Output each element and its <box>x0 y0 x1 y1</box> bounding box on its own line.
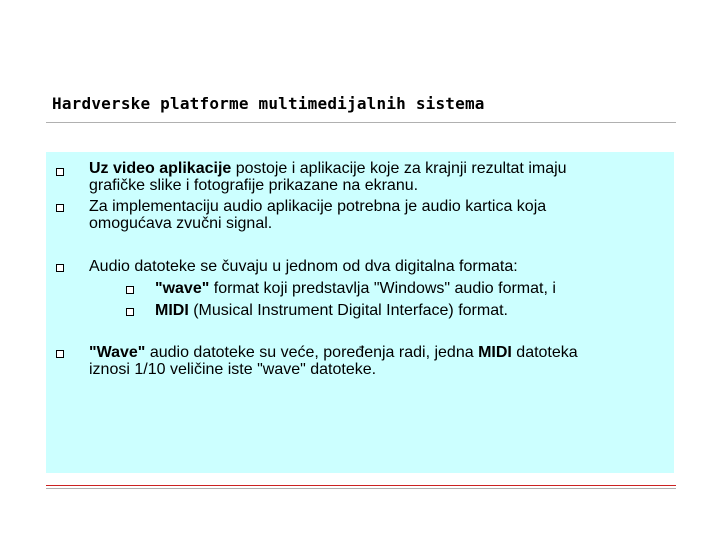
bullet-1-line-2: grafičke slike i fotografije prikazane na ekranu. <box>89 177 419 194</box>
sub-bullet-1-text <box>155 280 556 297</box>
bullet-square-icon <box>56 168 64 176</box>
bullet-2-text <box>89 198 546 232</box>
bullet-4-line-2: iznosi 1/10 veličine iste "wave" datoteke. <box>89 361 377 378</box>
slide-title: Hardverske platforme multimedijalnih sistema <box>52 94 485 113</box>
bullet-4-bold-2: MIDI <box>478 344 512 361</box>
sub-bullet-2-rest: (Musical Instrument Digital Interface) format. <box>188 302 508 319</box>
bullet-2-line-2: omogućava zvučni signal. <box>89 215 273 232</box>
footer-rule-gray <box>46 488 676 489</box>
footer-rule-red <box>46 485 676 486</box>
bullet-3-text: Audio datoteke se čuvaju u jednom od dva digitalna formata: <box>89 258 518 275</box>
bullet-square-icon <box>56 350 64 358</box>
sub-bullet-2-bold: MIDI <box>155 302 189 319</box>
sub-bullet-2-text <box>155 302 508 319</box>
bullet-1-bold: Uz video aplikacije <box>89 160 232 177</box>
bullet-square-icon <box>56 204 64 212</box>
sub-bullet-1-bold: "wave" <box>155 280 210 297</box>
sub-bullet-square-icon <box>126 308 134 316</box>
bullet-1-text <box>89 160 567 194</box>
bullet-4-bold: "Wave" <box>89 344 146 361</box>
sub-bullet-1-rest: format koji predstavlja "Windows" audio format, i <box>209 280 556 297</box>
title-divider <box>46 122 676 123</box>
sub-bullet-square-icon <box>126 286 134 294</box>
bullet-square-icon <box>56 264 64 272</box>
bullet-4-text <box>89 344 578 378</box>
bullet-1-line-1 <box>89 160 567 177</box>
bullet-1-rest: postoje i aplikacije koje za krajnji rezultat imaju <box>231 160 567 177</box>
bullet-4-rest: datoteka <box>511 344 578 361</box>
bullet-2-line-1: Za implementaciju audio aplikacije potrebna je audio kartica koja <box>89 198 547 215</box>
bullet-4-mid: audio datoteke su veće, poređenja radi, jedna <box>145 344 479 361</box>
bullet-4-line-1 <box>89 344 578 361</box>
